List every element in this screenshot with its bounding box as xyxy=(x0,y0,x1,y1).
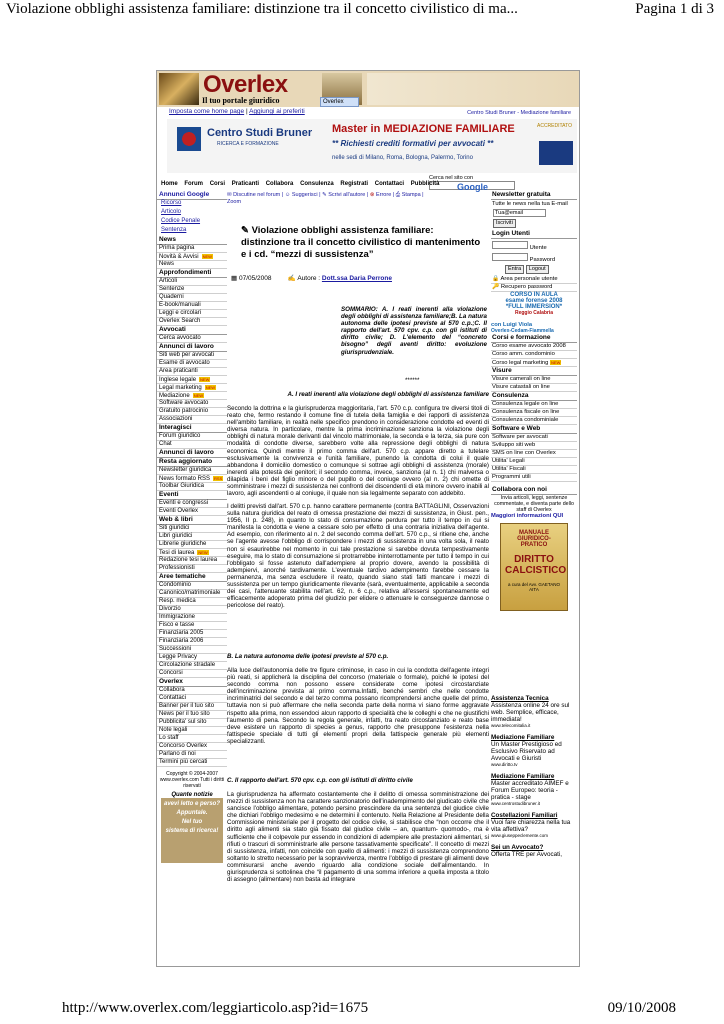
text-ad-body: Master accreditato AIMEF e Forum Europeo: teoria - pratica - stage xyxy=(491,780,569,801)
forum-icon: ✉ xyxy=(227,192,232,198)
eu-flag-icon xyxy=(539,141,573,165)
sidebar-item-label: Libri giuridici xyxy=(159,533,193,539)
nav-registrati[interactable]: Registrati xyxy=(340,181,369,187)
sidebar-section-title: Overlex xyxy=(157,678,227,687)
sidebar-item[interactable] xyxy=(157,218,227,227)
sidebar-item[interactable] xyxy=(157,278,227,286)
sidebar-item-label: Redazione tesi laurea xyxy=(159,557,218,563)
sidebar-item[interactable] xyxy=(157,302,227,310)
search-label: Cerca nel sito con xyxy=(429,175,474,181)
sidebar-item-label: Esame di avvocato xyxy=(159,360,210,366)
username-input[interactable] xyxy=(492,241,528,249)
sidebar-item[interactable] xyxy=(157,646,227,654)
sidebar-item[interactable] xyxy=(157,310,227,318)
sidebar-item-label: Immigrazione xyxy=(159,614,196,620)
sidebar-item-label: Ricorso xyxy=(161,200,182,206)
print-link[interactable]: Stampa xyxy=(401,192,421,198)
sidebar-item-label: Professionisti xyxy=(159,565,195,571)
author-icon: ✍ xyxy=(287,275,296,282)
print-icon: ⎙ xyxy=(395,192,401,198)
text-ad[interactable] xyxy=(491,734,577,767)
sidebar-item[interactable] xyxy=(157,261,227,269)
key-icon: 🔑 xyxy=(492,284,500,290)
corsi-item[interactable] xyxy=(491,359,577,367)
text-ad-title: Mediazione Familiare xyxy=(491,773,555,780)
sidebar-item-label: Fisco e tasse xyxy=(159,622,195,628)
sidebar-item[interactable] xyxy=(157,209,227,218)
subscribe-button[interactable]: Iscriviti xyxy=(493,219,516,228)
site-logo-image xyxy=(159,73,199,105)
sidebar-item[interactable] xyxy=(157,467,227,475)
text-ad-body: Assistenza online 24 ore sul web. Semplice, efficace, immediata! xyxy=(491,702,570,723)
sidebar-item[interactable] xyxy=(157,441,227,449)
text-ad[interactable] xyxy=(491,812,577,838)
sidebar-item[interactable] xyxy=(157,508,227,516)
notes-ad-title: Quante notizie xyxy=(161,791,223,798)
nav-corsi[interactable]: Corsi xyxy=(209,181,226,187)
sidebar-section-title: Web & libri xyxy=(157,516,227,525)
print-page-number: Pagina 1 di 3 xyxy=(635,1,714,17)
lock-icon: 🔒 xyxy=(492,276,500,282)
sidebar-item-label: Legge Privacy xyxy=(159,654,198,660)
text-ad-url: www.telecomitalia.it xyxy=(491,723,531,728)
error-link[interactable]: Errore xyxy=(375,192,392,198)
sidebar-item[interactable] xyxy=(157,500,227,508)
consulenza-item[interactable]: Consulenza fiscale on line xyxy=(491,409,577,417)
banner-accredited: ACCREDITATO xyxy=(537,123,573,129)
top-links: Imposta come home page | Aggiungi ai preferiti xyxy=(169,108,305,115)
sidebar-item[interactable] xyxy=(157,598,227,606)
logout-button[interactable]: Logout xyxy=(526,265,549,274)
sidebar-item-label: Siti web per avvocati xyxy=(159,352,215,358)
left-sidebar xyxy=(157,191,227,951)
sidebar-item[interactable] xyxy=(157,352,227,360)
reserved-area-label: Area personale utente xyxy=(500,276,558,282)
sidebar-item-label: Prima pagina xyxy=(159,245,195,251)
sidebar-section-title: News xyxy=(157,236,227,245)
write-author-link[interactable]: Scrivi all'autore xyxy=(328,192,366,198)
sidebar-item-label: Collabora xyxy=(159,687,185,693)
rss-badge: RSS xyxy=(214,476,223,481)
recover-password-link[interactable] xyxy=(491,284,577,292)
sidebar-item[interactable] xyxy=(157,654,227,662)
sidebar-item[interactable] xyxy=(157,533,227,541)
nav-forum[interactable]: Forum xyxy=(184,181,204,187)
sidebar-item[interactable] xyxy=(157,727,227,735)
corsi-item-label: Corso legal marketing xyxy=(492,360,549,366)
sidebar-item-label: Concorso Overlex xyxy=(159,743,208,749)
software-title: Software e Web xyxy=(491,425,577,434)
sidebar-item[interactable] xyxy=(157,400,227,408)
sidebar-section-title: Avvocati xyxy=(157,326,227,335)
sidebar-item-label: Associazioni xyxy=(159,416,193,422)
consulenza-item[interactable]: Consulenza condominiale xyxy=(491,417,577,425)
sidebar-item-label: Overlex Search xyxy=(159,318,201,324)
section-heading-c: C. Il rapporto dell'art. 570 cpv. c.p. con gli istituti di diritto civile xyxy=(227,777,413,784)
book-author: a cura del Avv. GAETANO AITA xyxy=(507,582,561,592)
text-ad[interactable] xyxy=(491,844,577,858)
sidebar-item[interactable] xyxy=(157,743,227,751)
sidebar-item-label: News formato RSS xyxy=(159,476,211,482)
viola-sub: Overlex-Cedam-Fiammella xyxy=(491,328,554,334)
sidebar-item-label: Condominio xyxy=(159,582,192,588)
home-page-link[interactable]: Imposta come home page xyxy=(169,108,245,115)
sidebar-item-label: Tesi di laurea xyxy=(159,550,195,556)
sidebar-item[interactable] xyxy=(157,703,227,711)
sidebar-section-title: Annunci Google xyxy=(157,191,227,200)
sidebar-item-label: Cerca avvocato xyxy=(159,335,201,341)
text-ad[interactable] xyxy=(491,773,577,806)
sidebar-item[interactable] xyxy=(157,433,227,441)
calendar-icon: ▦ xyxy=(231,275,238,282)
sidebar-item-label: Software avvocato xyxy=(159,400,209,406)
sidebar-item[interactable] xyxy=(157,549,227,557)
sidebar-section-title: Eventi xyxy=(157,491,227,500)
collabora-text: Invia articoli, leggi, sentenze commentate, e diventa parte dello staff di Overlex xyxy=(494,495,574,513)
sidebar-item[interactable] xyxy=(157,630,227,638)
sidebar-item-label: Resp. medica xyxy=(159,598,196,604)
sidebar-item-label: Divorzio xyxy=(159,606,181,612)
reserved-area-link[interactable] xyxy=(491,276,577,284)
password-label: Password xyxy=(529,257,556,263)
sidebar-item-label: Articolo xyxy=(161,209,182,215)
text-ad-url: www.diritto.tv xyxy=(491,762,518,767)
author-link[interactable]: Dott.ssa Daria Perrone xyxy=(321,275,392,282)
sidebar-item[interactable] xyxy=(157,614,227,622)
web-page xyxy=(156,70,580,967)
article-meta xyxy=(231,275,392,282)
paragraph-4: La giurisprudenza ha affermato costantemente che il delitto di omessa somministrazione dei mezzi di sussistenza non ha carattere sanzionatorio dell'inadempimento del giudicato civile che sancisce l'obbligo alimentare, potendo persino prescindere da una sentenza del giudice civile che dichiari l'obbligo medesimo e ne determini il contenuto. Nella Relazione al Presidente della Commissione ministeriale per il progetto del codice civile, si stabilisce che “non occorre che il diritto agli alimenti sia stato già fissato dal giudice civile – an, quantum- quomodo-, ma è sufficiente che il colpevole pur essendo in condizioni di adempiere alle prestazioni alimentari, si rifiuti o trascuri di somministrarle alle persone tassativamente specificate”. Il concetto di mezzi di sussistenza, infatti, non coincide con quello di alimenti: i mezzi di sussistenza comprendono soltanto lo stretto necessario per la sopravvivenza, mentre l'obbligo di prestare gli alimenti deve commisurarsi anche avendo riguardo alla condizione sociale dell'alimentando. In giurisprudenza si sottolinea che “il pagamento di una somma inferiore a quella imposta a titolo di assegno (alimentare) non basta ad integrare xyxy=(227,791,489,884)
bruner-logo-icon xyxy=(177,127,201,151)
sidebar-item[interactable] xyxy=(157,360,227,368)
sidebar-item-label: Articoli xyxy=(159,278,178,284)
article-column xyxy=(227,191,489,961)
sidebar-item-label: Siti giuridici xyxy=(159,525,190,531)
separator-stars: ****** xyxy=(405,377,420,384)
sidebar-item[interactable] xyxy=(157,416,227,424)
software-item[interactable]: SMS on line con Overlex xyxy=(491,450,577,458)
software-item[interactable]: Utilita' Legali xyxy=(491,458,577,466)
sidebar-item-label: Successioni xyxy=(159,646,192,652)
sidebar-item-label: Codice Penale xyxy=(161,218,201,224)
software-item[interactable]: Sviluppo siti web xyxy=(491,442,577,450)
banner-credits: ** Richiesti crediti formativi per avvocati ** xyxy=(332,139,494,148)
text-ad-url: www.giuseppeclemente.com xyxy=(491,833,549,838)
corsi-item[interactable]: Corso amm. condominio xyxy=(491,351,577,359)
paragraph-2: I delitti previsti dall'art. 570 c.p. hanno carattere permanente (contra BATTAGLINI, Osservazioni sulla natura giuridica del reato di omessa prestazione dei mezzi di sussistenza, in Giust. pen., 1956, II p. 248), in quanto lo stato di consumazione perdura per tutto il tempo in cui si manifesta la condotta e viene a cessare solo per effetto di una contraria iniziativa dell'agente. Ad esempio, con riferimento al n. 2 del secondo comma dell'art. 570 c.p., si ritiene che, anche se l'agente avesse l'obbligo di corrispondere i mezzi di sussistenza in una volta sola, il reato non si esaurirebbe nel momento in cui tale prestazione si sarebbe dovuta tempestivamente eseguire, ma lo stato di consumazione si protrarrebbe ininterrottamente per tutto il tempo in cui l'obbligato si fosse astenuto dall'adempiere al proprio dovere, avendo la possibilità di adempiervi, anorché tardivamente. L'eventuale tardivo adempimento farebbe cessare la permanenza, ma senza escludere il reato, quando siano stati fatti mancare i mezzi di sussistenza per un tempo giuridicamente rilevante (sarà, eventualmente, applicabile a seconda dei casi, l'attenuante stabilita nell'art. 62, n. 6 c.p., relativa all'essersi spontaneamente ed efficacemente adoperato prima del giudizio per elidere o attenuare le conseguenze dannose o pericolose del reato). xyxy=(227,503,489,610)
banner-cities: nelle sedi di Milano, Roma, Bologna, Palermo, Torino xyxy=(332,155,473,161)
sidebar-item-label: Toolbar Giuridica xyxy=(159,483,205,489)
paragraph-1: Secondo la dottrina e la giurisprudenza maggioritaria, l'art. 570 c.p. configura tre diversi titoli di reato che, fermo restando il comune fine di tutela della famiglia e dei rapporti di assistenza nell'ambito familiare, in realtà nelle specifico prendono in considerazione condotte ed eventi di diversa natura. In particolare, mentre la prima incriminazione sanziona la violazione degli obblighi di natura morale derivanti dal vincolo matrimoniale, la seconda e la terza, sia pure con modalità di condotte diverse, sarebbero volte alla repressione degli obblighi di natura economica. Quindi mentre il primo comma dell'art. 570 c.p. appare diretto a tutelare esclusivamente la convivenza e l'unità familiare, punendo la condotta di colui il quale abbandona il domicilio domestico o comunque si sottrae agli obblighi di assistenza (morale) inerenti alla potestà dei genitori; il secondo comma, invece, sanziona (al n. 1) chi malversa o dilapida i beni del figlio minore o del pupillo o del coniuge ovvero (al n. 2) chi omette di somministrare i mezzi di sussistenza nei confronti dei discendenti di età minore ovvero inabili al lavoro, agli ascendenti o al coniuge, il quale non sia legalmente separato con addebito. xyxy=(227,405,489,498)
new-badge: NEW xyxy=(200,377,210,382)
text-ad-url: www.centrostudibruner.it xyxy=(491,801,541,806)
sidebar-item[interactable] xyxy=(157,695,227,703)
sidebar-item-label: Quaderni xyxy=(159,294,184,300)
sidebar-item[interactable] xyxy=(157,759,227,767)
error-icon: ⊗ xyxy=(369,192,375,198)
sidebar-item[interactable] xyxy=(157,245,227,253)
sidebar-item[interactable] xyxy=(157,294,227,302)
newsletter-email-input[interactable]: Tua@email xyxy=(493,209,546,217)
new-badge: NEW xyxy=(198,550,208,555)
banner-sub: RICERCA E FORMAZIONE xyxy=(217,141,279,147)
zoom-link[interactable]: Zoom xyxy=(227,199,242,206)
sidebar-item[interactable] xyxy=(157,687,227,695)
consulenza-title: Consulenza xyxy=(491,392,577,401)
collabora-more-link[interactable]: Maggiori informazioni QUI xyxy=(491,513,564,519)
visure-item[interactable]: Visure camerali on line xyxy=(491,376,577,384)
sidebar-item[interactable] xyxy=(157,565,227,573)
overlex-button[interactable]: Overlex xyxy=(320,97,359,107)
nav-home[interactable]: Home xyxy=(161,181,178,187)
book-main-title: DIRITTO CALCISTICO xyxy=(505,554,567,576)
text-ad-title: Mediazione Familiare xyxy=(491,734,555,741)
google-ads xyxy=(491,695,577,858)
copyright: Copyright © 2004-2007 www.overlex.com Tutti i diritti riservati xyxy=(159,771,225,789)
sidebar-item[interactable] xyxy=(157,335,227,343)
sidebar-item[interactable] xyxy=(157,376,227,384)
sidebar-item-label: Newsletter giuridica xyxy=(159,467,212,473)
sidebar-item[interactable] xyxy=(157,751,227,759)
collabora-title: Collabora con noi xyxy=(491,486,577,495)
site-logo[interactable]: Overlex xyxy=(203,71,288,98)
author-label: Autore : xyxy=(297,275,321,282)
article-title-text: Violazione obblighi assistenza familiare: distinzione tra il concetto civilistico di mantenimento e i cd. “mezzi di sussistenza” xyxy=(241,225,481,260)
visure-title: Visure xyxy=(491,367,577,376)
csb-link[interactable]: Centro Studi Bruner - Mediazione familiare xyxy=(467,110,571,116)
sidebar-item-label: Forum giuridico xyxy=(159,433,201,439)
sidebar-item-label: News xyxy=(159,261,175,267)
site-header xyxy=(157,71,579,107)
sidebar-item-label: News per il tuo sito xyxy=(159,711,210,717)
nav-consulenza[interactable]: Consulenza xyxy=(300,181,334,187)
sidebar-item[interactable] xyxy=(157,541,227,549)
article-summary: SOMMARIO: A. I reati inerenti alla violazione degli obblighi di assistenza familiare;B. La natura autonoma delle ipotesi previste al 570 c.p.;C. Il rapporto dell'art. 570 cpv. c.p. con gli istituti di diritto civile; D. L'elemento del “concreto bisogno” degli aventi diritto: evoluzione giurisprudenziale. xyxy=(341,306,487,356)
new-badge: NEW xyxy=(193,393,204,398)
banner-title: Master in MEDIAZIONE FAMILIARE xyxy=(332,123,515,135)
sidebar-item-label: Eventi Overlex xyxy=(159,508,199,514)
sidebar-item-label: Finanziaria 2006 xyxy=(159,638,204,644)
notes-ad-line: Appuntale. xyxy=(176,810,208,816)
write-icon: ✎ xyxy=(322,192,327,198)
sidebar-item-label: Chat xyxy=(159,441,172,447)
sidebar-item-label: Mediazione xyxy=(159,393,190,399)
sidebar-item-label: Eventi e congressi xyxy=(159,500,209,506)
sidebar-item-label: Lo staff xyxy=(159,735,179,741)
promo-line-1: CORSO IN AULA xyxy=(510,292,558,298)
software-item[interactable]: Utilita' Fiscali xyxy=(491,466,577,474)
sidebar-item-label: Note legali xyxy=(159,727,188,733)
password-input[interactable] xyxy=(492,253,528,261)
sidebar-item[interactable] xyxy=(157,286,227,294)
sidebar-item-label: Leggi e circolari xyxy=(159,310,202,316)
print-header xyxy=(0,0,724,22)
sidebar-item[interactable] xyxy=(157,606,227,614)
site-tagline: Il tuo portale giuridico xyxy=(202,96,280,105)
article-icon: ✎ xyxy=(241,225,249,236)
text-ad-title: Assistenza Tecnica xyxy=(491,695,549,702)
sidebar-section-title: Approfondimenti xyxy=(157,269,227,278)
sidebar-item[interactable] xyxy=(157,200,227,209)
sidebar-item[interactable] xyxy=(157,318,227,326)
text-ad-body: Vuoi fare chiarezza nella tua vita affettiva? xyxy=(491,819,571,833)
sidebar-section-title: Resta aggiornato xyxy=(157,458,227,467)
new-badge: NEW xyxy=(202,254,212,259)
article-title xyxy=(241,225,481,261)
article-toolbar: ✉ Discutine nel forum | ☺ Suggerisci | ✎ Scrivi all'autore | ⊗ Errore | ⎙ Stampa | Zoom xyxy=(227,192,424,206)
sidebar-item[interactable] xyxy=(157,622,227,630)
sidebar-item[interactable] xyxy=(157,408,227,416)
sidebar-item[interactable] xyxy=(157,719,227,727)
sidebar-item[interactable] xyxy=(157,638,227,646)
viola-link[interactable]: con Luigi Viola xyxy=(491,322,533,328)
section-heading-b: B. La natura autonoma delle ipotesi previste al 570 c.p. xyxy=(227,653,389,660)
sidebar-item-label: Termini più cercati xyxy=(159,759,208,765)
sidebar-item[interactable] xyxy=(157,670,227,678)
sidebar-item[interactable] xyxy=(157,525,227,533)
software-item[interactable]: Software per avvocati xyxy=(491,434,577,442)
paragraph-3: Alla luce dell'autonomia delle tre figure criminose, in caso in cui la condotta dell'agente integri più reati, si applicherà la disciplina del concorso (materiale o formale), poiché le ipotesi del secondo comma non possono essere considerate come ipotesi circostanziate dell'incriminazione prevista al primo comma.Infatti, benché sembri che nelle condotte incriminatrici del secondo e del terzo comma possano ricomprendersi anche quelle del primo, tuttavia non si può affermare che nella seconda parte della norma vi siano forme aggravate rispetto alla prima, non essendoci alcun rapporto di specialità che le colleghi e che ne giustifichi l'aumento di pena. Secondo la regola generale, infatti, tra reato circostanziato e reato base deve esistere un rapporto di species a genus, rapporto che presuppone l'esistenza nella fattispecie speciale di tutti gli elementi propri della fattispecie generale più elementi specializzanti. xyxy=(227,667,489,745)
newsletter-title: Newsletter gratuita xyxy=(491,191,577,200)
sidebar-item[interactable] xyxy=(157,483,227,491)
sidebar-section-title: Interagisci xyxy=(157,424,227,433)
username-label: Utente xyxy=(529,245,547,251)
suggest-icon: ☺ xyxy=(284,192,291,198)
right-sidebar xyxy=(491,191,577,961)
promo-box[interactable] xyxy=(491,292,577,316)
corsi-item[interactable]: Corso esame avvocato 2008 xyxy=(491,343,577,351)
sidebar-item[interactable] xyxy=(157,590,227,598)
sidebar-item-label: Inglese legale xyxy=(159,377,197,383)
banner-name: Centro Studi Bruner xyxy=(207,127,313,139)
sidebar-item-label: Gratuito patrocinio xyxy=(159,408,209,414)
sidebar-item-label: Pubblicita' sul sito xyxy=(159,719,207,725)
software-item[interactable]: Programmi utili xyxy=(491,474,577,482)
notes-ad-line: sistema di ricerca! xyxy=(165,828,219,834)
text-ad[interactable] xyxy=(491,695,577,728)
header-decoration xyxy=(367,73,577,105)
notes-ad-line: avevi letto e perso? xyxy=(163,801,221,807)
print-url: http://www.overlex.com/leggiarticolo.asp?id=1675 xyxy=(62,1000,369,1016)
promo-line-4: Reggio Calabria xyxy=(514,310,554,316)
sidebar-item[interactable] xyxy=(157,711,227,719)
new-badge: NEW xyxy=(551,360,561,365)
print-title: Violazione obblighi assistenza familiare: distinzione tra il concetto civilistico di ma... xyxy=(6,1,518,17)
section-heading-a: A. I reati inerenti alla violazione degli obblighi di assistenza familiare xyxy=(287,391,489,398)
nav-pubblicita[interactable]: Pubblicità xyxy=(410,181,440,187)
nav-contattaci[interactable]: Contattaci xyxy=(374,181,405,187)
sidebar-item[interactable] xyxy=(157,368,227,376)
sidebar-item-label: Contattaci xyxy=(159,695,187,701)
nav-collabora[interactable]: Collabora xyxy=(265,181,294,187)
promo-line-3: *FULL IMMERSION* xyxy=(505,304,563,310)
nav-praticanti[interactable]: Praticanti xyxy=(231,181,260,187)
sidebar-item-label: Parlano di noi xyxy=(159,751,196,757)
sidebar-item-label: Circolazione stradale xyxy=(159,662,216,668)
sidebar-item-label: Sentenza xyxy=(161,227,187,233)
text-ad-body: Un Master Prestigioso ed Esclusivo Riservato ad Avvocati e Giuristi xyxy=(491,741,562,762)
recover-password-label: Recupero password xyxy=(500,284,553,290)
favorites-link[interactable]: Aggiungi ai preferiti xyxy=(249,108,305,115)
sidebar-item[interactable] xyxy=(157,557,227,565)
login-button[interactable]: Entra xyxy=(505,265,524,274)
print-date: 09/10/2008 xyxy=(607,1000,676,1016)
sidebar-item-label: Sentenze xyxy=(159,286,185,292)
notes-ad[interactable] xyxy=(161,791,223,863)
book-title: MANUALE GIURIDICO-PRATICO xyxy=(517,530,551,548)
login-title: Login Utenti xyxy=(491,230,577,239)
sidebar-item[interactable] xyxy=(157,582,227,590)
sidebar-item[interactable] xyxy=(157,227,227,236)
discuss-link[interactable]: Discutine nel forum xyxy=(233,192,281,198)
sidebar-item[interactable] xyxy=(157,384,227,392)
main-nav xyxy=(161,181,444,187)
visure-item[interactable]: Visure catastali on line xyxy=(491,384,577,392)
sidebar-item-label: Legal marketing xyxy=(159,385,202,391)
notes-ad-line: Nel tuo xyxy=(181,819,203,825)
sidebar-item-label: Canonico/matrimoniale xyxy=(159,590,221,596)
sidebar-item-label: Banner per il tuo sito xyxy=(159,703,215,709)
newsletter-text: Tutte le news nella tua E-mail xyxy=(492,201,568,207)
sidebar-item[interactable] xyxy=(157,392,227,400)
article-date: 07/05/2008 xyxy=(238,275,272,282)
sidebar-item-label: E-book/manuali xyxy=(159,302,201,308)
sidebar-item[interactable] xyxy=(157,735,227,743)
corsi-title: Corsi e formazione xyxy=(491,334,577,343)
sidebar-item-label: Finanziaria 2005 xyxy=(159,630,204,636)
sidebar-section-title: Annunci di lavoro xyxy=(157,343,227,352)
text-ad-body: Offerta TRE per Avvocati, xyxy=(491,851,563,858)
new-badge: NEW xyxy=(205,385,216,390)
book-ad[interactable] xyxy=(500,523,568,611)
sidebar-item-label: Librerie giuridiche xyxy=(159,541,207,547)
sidebar-item[interactable] xyxy=(157,253,227,261)
sidebar-section-title: Annunci di lavoro xyxy=(157,449,227,458)
suggest-link[interactable]: Suggerisci xyxy=(291,192,318,198)
sidebar-item[interactable] xyxy=(157,475,227,483)
text-ad-title: Sei un Avvocato? xyxy=(491,844,544,851)
ad-banner[interactable] xyxy=(167,119,577,173)
consulenza-item[interactable]: Consulenza legale on line xyxy=(491,401,577,409)
sidebar-item-label: Novità & Avvisi xyxy=(159,254,199,260)
print-footer xyxy=(0,1000,724,1020)
sidebar-item-label: Area praticanti xyxy=(159,368,198,374)
promo-line-2: esame forense 2008 xyxy=(505,298,563,304)
text-ad-title: Costellazioni Familiari xyxy=(491,812,558,819)
sidebar-section-title: Aree tematiche xyxy=(157,573,227,582)
sidebar-item[interactable] xyxy=(157,662,227,670)
google-search-logo[interactable]: Google xyxy=(457,182,488,192)
sidebar-item-label: Concorsi xyxy=(159,670,183,676)
